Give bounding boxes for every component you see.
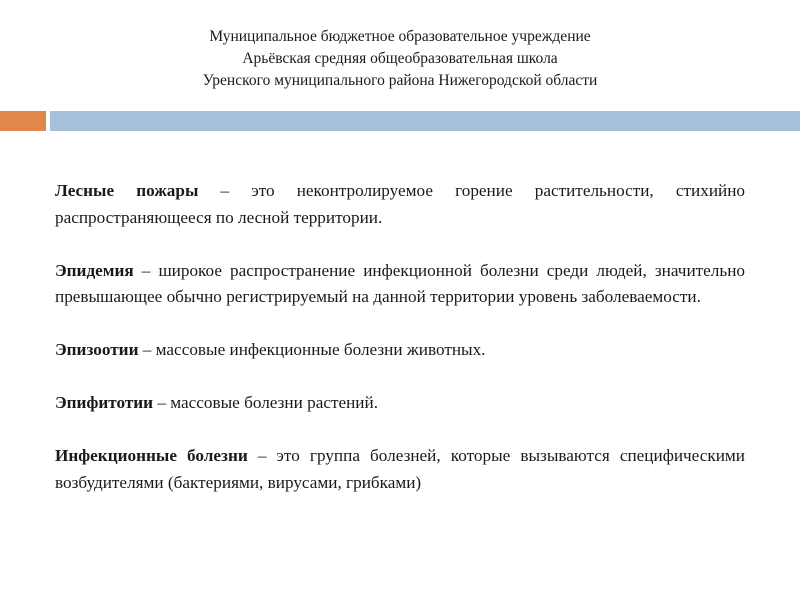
definition-term: Инфекционные болезни [55,446,248,465]
header-line-school: Арьёвская средняя общеобразовательная школа [242,50,558,67]
definitions-list [55,178,745,523]
definition-text: – это группа болезней, которые вызываются специфическими возбудителями (бактериями, вирусами, грибками) [55,446,745,492]
definition-term: Лесные пожары [55,181,199,200]
orange-accent-bar [0,111,46,131]
definition-text: – это неконтролируемое горение растительности, стихийно распространяющееся по лесной территории. [55,181,746,227]
header-line-district: Уренского муниципального района Нижегородской области [202,72,598,89]
definition-epizootic [55,337,745,364]
blue-accent-bar [50,111,800,131]
definition-epidemic [55,258,745,311]
definition-term: Эпизоотии [55,340,139,359]
definition-text: – широкое распространение инфекционной болезни среди людей, значительно превышающее обычно регистрируемый на данной территории уровень заболеваемости. [55,260,745,306]
definition-term: Эпифитотии [55,393,154,412]
definition-forest-fires [55,178,745,231]
definition-text: – массовые болезни растений. [153,393,378,412]
definition-text: – массовые инфекционные болезни животных. [138,340,486,359]
definition-infectious-diseases [55,443,745,496]
definition-epiphytotic [55,390,745,417]
definition-term: Эпидемия [55,260,134,280]
school-header [0,26,800,92]
header-line-institution: Муниципальное бюджетное образовательное учреждение [209,28,591,45]
